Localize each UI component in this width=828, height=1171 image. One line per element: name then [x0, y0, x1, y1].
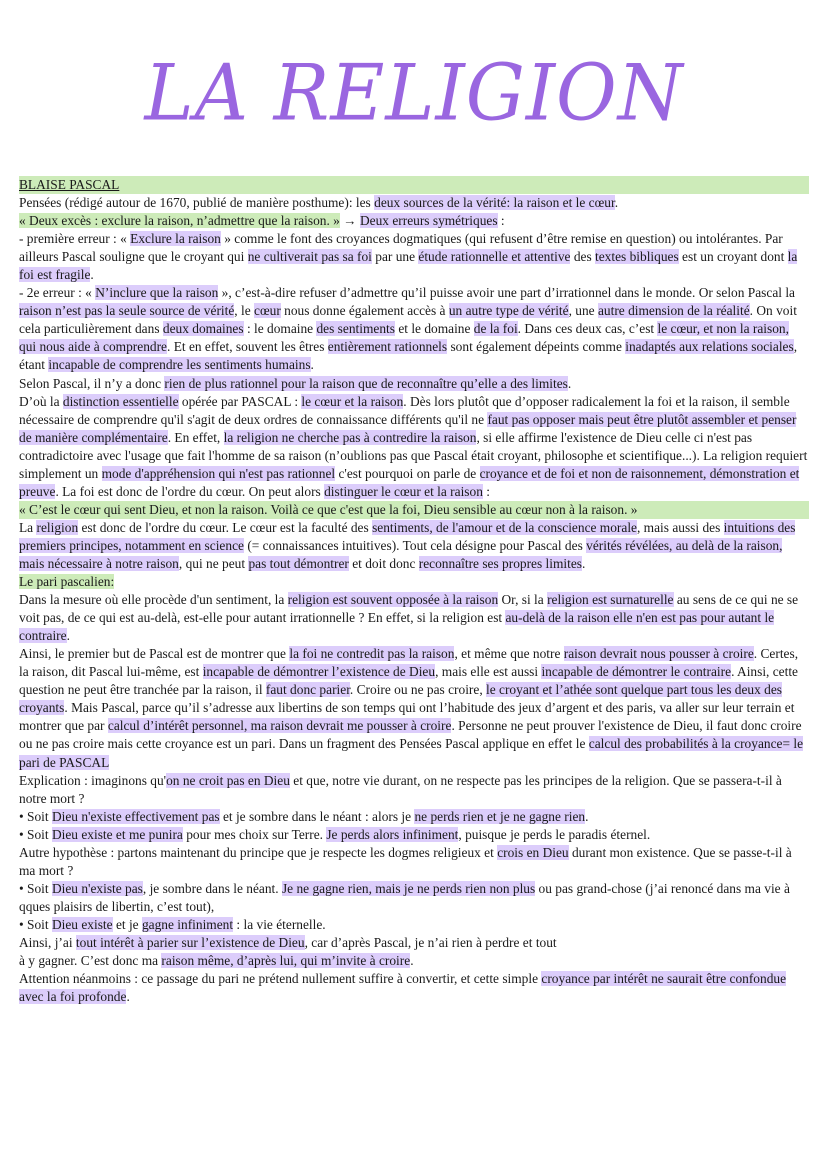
- list-item: • Soit Dieu n'existe effectivement pas et je sombre dans le néant : alors je ne perds rien et je ne gagne rien.: [19, 808, 589, 824]
- paragraph-deux-exces: « Deux excès : exclure la raison, n’admettre que la raison. » → Deux erreurs symétriques :: [19, 213, 505, 229]
- paragraph-religion-coeur: La religion est donc de l'ordre du cœur. Le cœur est la faculté des sentiments, de l'amour et de la conscience morale, mais aussi des intuitions des premiers principes, notamment en science (= connaissances intuitives). Tout cela désigne pour Pascal des vérités révélées, au delà de la raison, mais nécessaire à notre raison, qui ne peut pas tout démontrer et doit donc reconnaître ses propres limites.: [19, 519, 796, 571]
- paragraph-deuxieme-erreur: - 2e erreur : « N’inclure que la raison », c’est-à-dire refuser d’admettre qu’il puisse avoir une part d’irrationnel dans le monde. Or selon Pascal la raison n’est pas la seule source de vérité, le cœur nous donne également accès à un autre type de vérité, une autre dimension de la réalité. On voit cela particulièrement dans deux domaines : le domaine des sentiments et le domaine de la foi. Dans ces deux cas, c’est le cœur, et non la raison, qui nous aide à comprendre. Et en effet, souvent les êtres entièrement rationnels sont également dépeints comme inadaptés aux relations sociales, étant incapable de comprendre les sentiments humains.: [19, 285, 798, 373]
- paragraph-pari: Ainsi, le premier but de Pascal est de montrer que la foi ne contredit pas la raison, et même que notre raison devrait nous pousser à croire. Certes, la raison, dit Pascal lui-même, est incapable de démontrer l’existence de Dieu, mais elle est aussi incapable de démontrer le contraire. Ainsi, cette question ne peut être tranchée par la raison, il faut donc parier. Croire ou ne pas croire, le croyant et l’athée sont quelque part tous les deux des croyants. Mais Pascal, parce qu’il s’adresse aux libertins de son temps qui ont l’habitude des jeux d’argent et des paris, va aller sur leur terrain et montrer que par calcul d’intérêt personnel, ma raison devrait me pousser à croire. Personne ne peut prouver l'existence de Dieu, il faut donc croire ou ne pas croire mais cette croyance est un pari. Dans un fragment des Pensées Pascal applique en effet le calcul des probabilités à la croyance= le pari de PASCAL: [19, 646, 804, 770]
- page-title: LA RELIGION: [144, 47, 684, 139]
- paragraph-ainsi: Ainsi, j’ai tout intérêt à parier sur l’existence de Dieu, car d’après Pascal, je n’ai rien à perdre et tout à y gagner. C’est donc ma raison même, d’après lui, qui m’invite à croire.: [19, 934, 557, 969]
- paragraph-surnaturelle: Dans la mesure où elle procède d'un sentiment, la religion est souvent opposée à la raison Or, si la religion est surnaturelle au sens de ce qui ne se voit pas, de ce qui est au-delà, est-elle pour autant irrationnelle ? En effet, si la religion est au-delà de la raison elle n'en est pas pour autant le contraire.: [19, 592, 799, 644]
- list-item: • Soit Dieu existe et me punira pour mes choix sur Terre. Je perds alors infiniment, puisque je perds le paradis éternel.: [19, 826, 651, 842]
- list-item: • Soit Dieu existe et je gagne infiniment : la vie éternelle.: [19, 916, 326, 932]
- document-body: [19, 176, 809, 1006]
- paragraph-limites: Selon Pascal, il n’y a donc rien de plus rationnel pour la raison que de reconnaître qu’elle a des limites.: [19, 375, 572, 391]
- list-item: • Soit Dieu n'existe pas, je sombre dans le néant. Je ne gagne rien, mais je ne perds rien non plus ou pas grand-chose (j’ai renoncé dans ma vie à qques plaisirs de libertin, c’est tout),: [19, 880, 790, 914]
- paragraph-attention: Attention néanmoins : ce passage du pari ne prétend nullement suffire à convertir, et cette simple croyance par intérêt ne saurait être confondue avec la foi profonde.: [19, 971, 787, 1005]
- quote-coeur: « C’est le cœur qui sent Dieu, et non la raison. Voilà ce que c'est que la foi, Dieu sensible au cœur non à la raison. »: [19, 501, 809, 519]
- paragraph-explication: Explication : imaginons qu'on ne croit pas en Dieu et que, notre vie durant, on ne respecte pas les principes de la religion. Que se passera-t-il à notre mort ?: [19, 772, 782, 806]
- paragraph-autre-hypothese: Autre hypothèse : partons maintenant du principe que je respecte les dogmes religieux et crois en Dieu durant mon existence. Que se passe-t-il à ma mort ?: [19, 844, 792, 878]
- paragraph-distinction: D’où la distinction essentielle opérée par PASCAL : le cœur et la raison. Dès lors plutôt que d’opposer radicalement la foi et la raison, il semble nécessaire de comprendre qu'il s'agit de deux ordres de connaissance différents qu'il ne faut pas opposer mais peut être plutôt assembler et penser de manière complémentaire. En effet, la religion ne cherche pas à contredire la raison, si elle affirme l'existence de Dieu celle ci n'est pas contradictoire avec l'usage que fait l'homme de sa raison (n’oublions pas que Pascal était croyant, philosophe et scientifique...). La religion requiert simplement un mode d'appréhension qui n'est pas rationnel c'est pourquoi on parle de croyance et de foi et non de raisonnement, démonstration et preuve. La foi est donc de l'ordre du cœur. On peut alors distinguer le cœur et la raison :: [19, 393, 808, 499]
- paragraph-pensees: Pensées (rédigé autour de 1670, publié de manière posthume): les deux sources de la vérité: la raison et le cœur.: [19, 195, 619, 211]
- pari-heading: Le pari pascalien:: [19, 574, 115, 590]
- paragraph-premiere-erreur: - première erreur : « Exclure la raison » comme le font des croyances dogmatiques (qui refusent d’être remise en question) ou intolérantes. Par ailleurs Pascal souligne que le croyant qui ne cultiverait pas sa foi par une étude rationnelle et attentive des textes bibliques est un croyant dont la foi est fragile.: [19, 231, 798, 283]
- section-heading: BLAISE PASCAL: [19, 176, 809, 194]
